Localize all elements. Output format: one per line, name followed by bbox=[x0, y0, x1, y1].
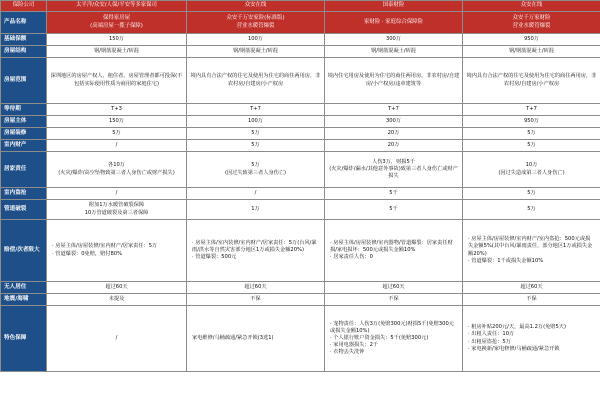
table-cell bbox=[47, 306, 187, 372]
row-label: 特色保障 bbox=[1, 306, 47, 372]
table-cell: 各10万 (火灾/爆炸/高空坠物致第三者人身伤亡或财产损失) bbox=[47, 152, 187, 188]
table-cell: 超过60天 bbox=[325, 282, 463, 294]
table-cell bbox=[463, 220, 600, 282]
header-label: 保险公司 bbox=[1, 1, 47, 12]
cell-line: · 家用电器损失：2千 bbox=[330, 342, 379, 348]
table-cell: 人伤3万，财损5千 (火灾/爆炸/漏水/其他意外事故)致第三者人身伤亡或财产损失 bbox=[325, 152, 463, 188]
table-cell: 钢/钢筋混凝土/砖混 bbox=[325, 46, 463, 58]
table-row bbox=[1, 152, 600, 188]
cell-line: · 管道爆裂：0免赔，赔付80% bbox=[52, 250, 123, 257]
cell-line: · 个人银行账户资金损失：5千(免赔300元) bbox=[330, 334, 429, 341]
table-cell: 不保 bbox=[463, 294, 600, 306]
table-cell: 不保 bbox=[187, 294, 325, 306]
cell-line: · 家电换新/家电修修/马桶疏通/紧急开锁 bbox=[468, 345, 560, 352]
row-label: 赔偿/次者限大 bbox=[1, 220, 47, 282]
table-row bbox=[1, 104, 600, 116]
cell-line: · 管道爆裂：500元 bbox=[192, 254, 237, 260]
company-name: 太平洋/众安/人保/平安等多家保司 bbox=[47, 1, 187, 12]
row-label: 产品名称 bbox=[1, 12, 47, 34]
table-cell: / bbox=[47, 140, 187, 152]
header-row bbox=[1, 1, 600, 12]
cell-line: · 房屋主体/房屋装修/室内器物/管道爆裂：居家责任财损/家电损坏：500元或损失金额10% bbox=[330, 239, 453, 253]
table-cell: T+3 bbox=[47, 104, 187, 116]
company-name: 众安在线 bbox=[463, 1, 600, 12]
cell-line: · 出租屋盗抢：5万 bbox=[468, 338, 511, 345]
row-label: 居家责任 bbox=[1, 152, 47, 188]
table-cell bbox=[187, 220, 325, 282]
row-label: 房屋主体 bbox=[1, 116, 47, 128]
table-cell: 5万 bbox=[463, 140, 600, 152]
table-row bbox=[1, 294, 600, 306]
table-cell: 钢/钢筋混凝土/砖混 bbox=[463, 46, 600, 58]
cell-line: · 衣物丢失洗钟 bbox=[330, 349, 365, 356]
cell-line: · 房屋主体/房屋装修/室内财产/居家责任：5万 bbox=[52, 243, 158, 250]
table-cell: 5万 bbox=[463, 200, 600, 220]
company-name: 国泰财险 bbox=[325, 1, 463, 12]
table-cell: 5万 (因过失致第三者人身伤亡) bbox=[187, 152, 325, 188]
row-label: 房屋范围 bbox=[1, 58, 47, 104]
cell-line: · 租房补贴200元/天，最高1.2万(免赔5天) bbox=[468, 324, 566, 331]
table-cell: 300万 bbox=[325, 116, 463, 128]
table-cell: 附加1万水暖管破裂保障 10万管道破裂及第三者保障 bbox=[47, 200, 187, 220]
table-cell: 20万 bbox=[325, 140, 463, 152]
table-row bbox=[1, 12, 600, 34]
table-cell: T+7 bbox=[187, 104, 325, 116]
cell-line: 家电维修/马桶疏通/紧急开锁(3选1) bbox=[192, 334, 274, 341]
row-label: 地震/海啸 bbox=[1, 294, 47, 306]
table-cell: 950万 bbox=[463, 34, 600, 46]
table-cell: 950万 bbox=[463, 116, 600, 128]
row-label: 房屋装修 bbox=[1, 128, 47, 140]
table-cell: 5万 bbox=[463, 128, 600, 140]
table-cell: 5千 bbox=[325, 200, 463, 220]
row-label: 无人居住 bbox=[1, 282, 47, 294]
table-cell bbox=[187, 306, 325, 372]
table-cell: 100万 bbox=[187, 116, 325, 128]
table-row bbox=[1, 188, 600, 200]
company-name: 众安在线 bbox=[187, 1, 325, 12]
table-cell: 300万 bbox=[325, 34, 463, 46]
table-cell: 5万 bbox=[463, 188, 600, 200]
table-cell: 众安千万安家险(标准版) 营业水暖管爆裂 bbox=[187, 12, 325, 34]
table-cell: 境内住宅用房及使用为住宅的商住两用房，非农村房/自建房/小产权房/违章建筑等 bbox=[325, 58, 463, 104]
table-cell: 未提及 bbox=[47, 294, 187, 306]
table-cell: 深圳地区的房屋产权人、租住者、房屋管理者都可投保(不包括实际使用性质为商用的家庭住宅) bbox=[47, 58, 187, 104]
table-row bbox=[1, 128, 600, 140]
table-cell: / bbox=[187, 188, 325, 200]
row-label: 等待期 bbox=[1, 104, 47, 116]
table-cell: 超过60天 bbox=[187, 282, 325, 294]
table-cell: T+7 bbox=[325, 104, 463, 116]
table-row bbox=[1, 220, 600, 282]
table-cell: 5万 bbox=[187, 128, 325, 140]
table-cell bbox=[325, 220, 463, 282]
table-cell: 境内具有合法产权的住宅及使用为住宅的商住两用房，非农村房/自建房/小产权房 bbox=[187, 58, 325, 104]
table-row bbox=[1, 200, 600, 220]
table-cell: 100万 bbox=[187, 34, 325, 46]
table-cell bbox=[463, 306, 600, 372]
table-row bbox=[1, 58, 600, 104]
table-row bbox=[1, 306, 600, 372]
table-row bbox=[1, 282, 600, 294]
row-label: 室内盗抢 bbox=[1, 188, 47, 200]
table-cell: 150万 bbox=[47, 34, 187, 46]
table-cell: 5千 bbox=[325, 188, 463, 200]
table-cell: 超过60天 bbox=[463, 282, 600, 294]
table-cell: 钢/钢筋混凝土/砖混 bbox=[187, 46, 325, 58]
cell-line: · 房屋主体/室内装修/室内财产/居家责任：5万(台风/暴雨/洪水等自然灾害部分地区1万或损失金额20%) bbox=[192, 239, 317, 253]
table-row bbox=[1, 140, 600, 152]
table-cell: 众安千万家财险 营业水暖管爆裂 bbox=[463, 12, 600, 34]
table-row bbox=[1, 116, 600, 128]
table-cell: 不保 bbox=[325, 294, 463, 306]
table-cell: 20万 bbox=[325, 128, 463, 140]
table-cell bbox=[47, 220, 187, 282]
row-label: 室内财产 bbox=[1, 140, 47, 152]
row-label: 管道破裂 bbox=[1, 200, 47, 220]
row-label: 房屋结构 bbox=[1, 46, 47, 58]
table-cell: 5万 bbox=[47, 128, 187, 140]
cell-line: · 管道爆裂：1千或损失金额10% bbox=[468, 257, 544, 264]
table-cell: / bbox=[47, 188, 187, 200]
table-cell: 10万 (因过失造成第三者人身伤亡) bbox=[463, 152, 600, 188]
table-cell: 1万 bbox=[187, 200, 325, 220]
cell-line: / bbox=[115, 334, 118, 341]
row-label: 基础保额 bbox=[1, 34, 47, 46]
table-cell: 境内具有合法产权的住宅及使用为住宅的商住两用房，非农村房/自建房/小产权房 bbox=[463, 58, 600, 104]
table-cell: 钢/钢筋混凝土/砖混 bbox=[47, 46, 187, 58]
table-row bbox=[1, 34, 600, 46]
table-cell: 150万 bbox=[47, 116, 187, 128]
table-cell: 5万 bbox=[187, 140, 325, 152]
table-cell: 超过60天 bbox=[47, 282, 187, 294]
cell-line: · 居家责任人伤：0 bbox=[330, 254, 373, 260]
cell-line: · 宠物责任：人伤3万(免赔300元)财损5千(免赔300元或损失金额10%) bbox=[330, 320, 454, 334]
table-cell bbox=[325, 306, 463, 372]
table-cell: 家财险 · 家庭综合保障险 bbox=[325, 12, 463, 34]
cell-line: · 房屋主体/房屋装修/室内财产/室内盗抢：500元或损失金额5%(其中台风/暴雨责任，部分地区1万或损失金额20%) bbox=[468, 236, 593, 257]
table-cell: T+7 bbox=[463, 104, 600, 116]
table-row bbox=[1, 46, 600, 58]
table-cell: 保得家房屋 (高端房屋一揽子保障) bbox=[47, 12, 187, 34]
cell-line: · 出租人责任：10万 bbox=[468, 331, 515, 338]
